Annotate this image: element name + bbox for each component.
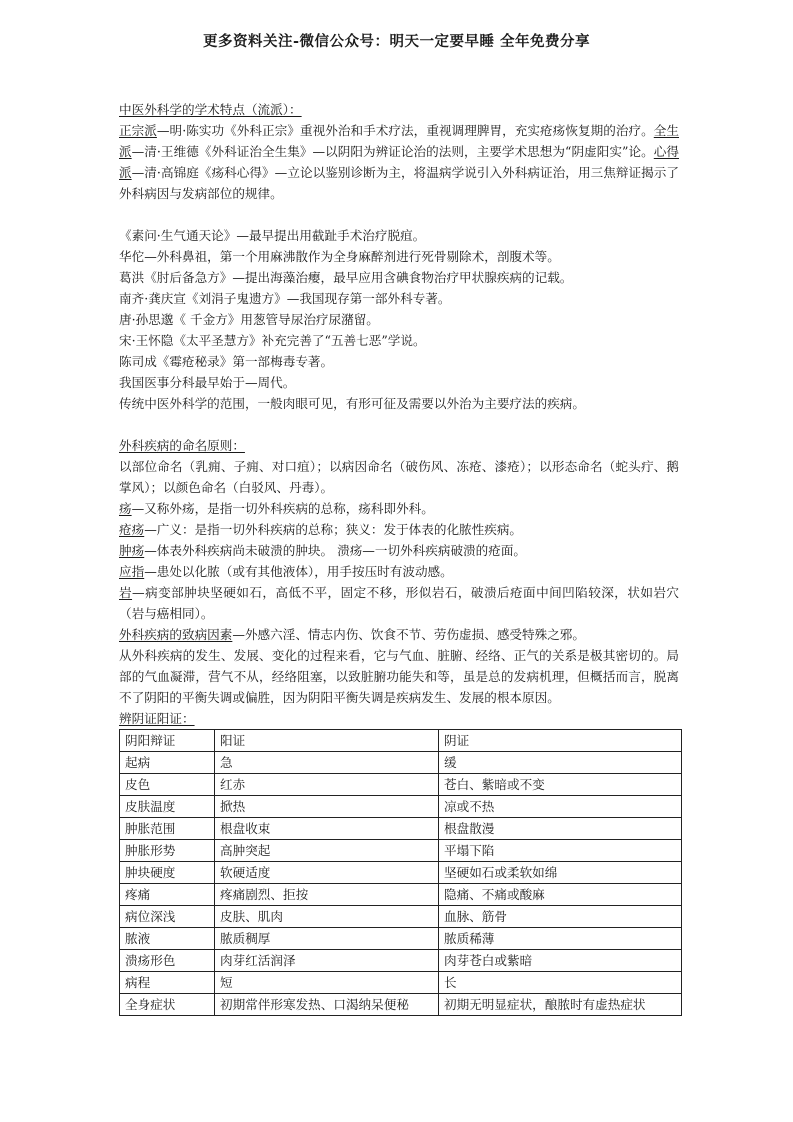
definition-yan <box>119 582 679 624</box>
table-cell: 全身症状 <box>120 994 215 1016</box>
schools-paragraph <box>119 120 679 204</box>
table-cell: 高肿突起 <box>215 840 439 862</box>
table-row <box>120 906 682 928</box>
table-cell: 肿胀形势 <box>120 840 215 862</box>
table-row <box>120 774 682 796</box>
history-line: 南齐·龚庆宣《刘涓子鬼遗方》—我国现存第一部外科专著。 <box>119 291 451 306</box>
table-row <box>120 818 682 840</box>
table-cell: 脓质稠厚 <box>215 928 439 950</box>
table-header-cell: 阳证 <box>215 730 439 752</box>
table-cell: 溃疡形色 <box>120 950 215 972</box>
table-cell: 凉或不热 <box>439 796 682 818</box>
table-cell: 掀热 <box>215 796 439 818</box>
definition-chuangyang <box>119 519 679 540</box>
history-line: 宋·王怀隐《太平圣慧方》补充完善了“五善七恶”学说。 <box>119 333 426 348</box>
table-row <box>120 796 682 818</box>
table-cell: 病位深浅 <box>120 906 215 928</box>
table-row <box>120 884 682 906</box>
table-header-cell: 阴证 <box>439 730 682 752</box>
table-cell: 平塌下陷 <box>439 840 682 862</box>
definition: —病变部肿块坚硬如石，高低不平，固定不移，形似岩石，破溃后疮面中间凹陷较深，状如岩穴（岩与癌相同）。 <box>119 585 680 621</box>
table-cell: 肉芽红活润泽 <box>215 950 439 972</box>
definition: —又称外疡，是指一切外科疾病的总称，疡科即外科。 <box>131 501 434 516</box>
table-cell: 血脉、筋骨 <box>439 906 682 928</box>
table-row <box>120 928 682 950</box>
section-title-yinyang: 辨阴证阳证： <box>119 711 195 726</box>
table-cell: 急 <box>215 752 439 774</box>
text-xinde: —清·高锦庭《疡科心得》—立论以鉴别诊断为主，将温病学说引入外科病证治，用三焦辩证揭示了外科病因与发病部位的规律。 <box>119 165 679 201</box>
history-line: 陈司成《霉疮秘录》第一部梅毒专著。 <box>119 354 334 369</box>
page-header: 更多资料关注-微信公众号：明天一定要早睡 全年免费分享 <box>202 33 591 50</box>
table-cell: 软硬适度 <box>215 862 439 884</box>
section-title-naming: 外科疾病的命名原则： <box>119 438 245 453</box>
table-row <box>120 862 682 884</box>
term-zhengzong: 正宗派 <box>119 123 157 138</box>
text-zhengzong: —明·陈实功《外科正宗》重视外治和手术疗法，重视调理脾胃，充实疮疡恢复期的治疗。 <box>156 123 654 138</box>
table-header-row <box>120 730 682 752</box>
definition: —体表外科疾病尚未破溃的肿块。 溃疡—一切外科疾病破溃的疮面。 <box>144 543 527 558</box>
definition-zhongyang <box>119 540 679 561</box>
table-cell: 肿块硬度 <box>120 862 215 884</box>
table-header-cell: 阴阳辩证 <box>120 730 215 752</box>
history-line: 我国医事分科最早始于—周代。 <box>119 375 296 390</box>
definition: —外感六淫、情志内伤、饮食不节、劳伤虚损、感受特殊之邪。 <box>232 627 585 642</box>
table-cell: 皮色 <box>120 774 215 796</box>
history-line: 葛洪《肘后备急方》—提出海藻治瘿，最早应用含碘食物治疗甲状腺疾病的记载。 <box>119 270 573 285</box>
table-cell: 皮肤、肌肉 <box>215 906 439 928</box>
definition-yingzhi <box>119 561 679 582</box>
table-cell: 短 <box>215 972 439 994</box>
term: 疡 <box>119 501 132 516</box>
term-xinde: 心得派 <box>119 144 680 180</box>
definition-yang <box>119 498 679 519</box>
history-line: 华佗—外科鼻祖，第一个用麻沸散作为全身麻醉剂进行死骨剔除术，剖腹术等。 <box>119 249 560 264</box>
table-cell: 根盘散漫 <box>439 818 682 840</box>
term: 肿疡 <box>119 543 145 558</box>
table-row <box>120 752 682 774</box>
table-cell: 疼痛 <box>120 884 215 906</box>
table-cell: 隐痛、不痛或酸麻 <box>439 884 682 906</box>
table-cell: 肉芽苍白或紫暗 <box>439 950 682 972</box>
table-row <box>120 972 682 994</box>
table-cell: 坚硬如石或柔软如绵 <box>439 862 682 884</box>
table-cell: 红赤 <box>215 774 439 796</box>
table-row <box>120 950 682 972</box>
definition-causes <box>119 624 679 645</box>
table-cell: 长 <box>439 972 682 994</box>
table-cell: 初期常伴形寒发热、口渴纳呆便秘 <box>215 994 439 1016</box>
term: 岩 <box>119 585 133 600</box>
table-cell: 苍白、紫暗或不变 <box>439 774 682 796</box>
table-cell: 肿胀范围 <box>120 818 215 840</box>
table-cell: 初期无明显症状，酿脓时有虚热症状 <box>439 994 682 1016</box>
table-cell: 根盘收束 <box>215 818 439 840</box>
table-cell: 脓液 <box>120 928 215 950</box>
table-cell: 皮肤温度 <box>120 796 215 818</box>
definition: —患处以化脓（或有其他液体），用手按压时有波动感。 <box>144 564 453 579</box>
history-line: 唐·孙思邈《 千金方》用葱管导尿治疗尿潴留。 <box>119 312 379 327</box>
term: 外科疾病的致病因素 <box>119 627 233 642</box>
table-cell: 起病 <box>120 752 215 774</box>
term: 应指 <box>119 564 145 579</box>
table-cell: 缓 <box>439 752 682 774</box>
definition: —广义：是指一切外科疾病的总称；狭义：发于体表的化脓性疾病。 <box>144 522 522 537</box>
history-line: 《素问·生气通天论》—最早提出用截趾手术治疗脱疽。 <box>119 228 426 243</box>
table-cell: 脓质稀薄 <box>439 928 682 950</box>
term: 疮疡 <box>119 522 145 537</box>
text-quansheng: —清·王维德《外科证治全生集》—以阴阳为辨证论治的法则，主要学术思想为“阴虚阳实”论。 <box>131 144 654 159</box>
section-title-schools: 中医外科学的学术特点（流派）： <box>119 102 302 117</box>
mechanism-paragraph: 从外科疾病的发生、发展、变化的过程来看，它与气血、脏腑、经络、正气的关系是极其密切的。局部的气血凝滞，营气不从，经络阻塞，以致脏腑功能失和等，虽是总的发病机理，但概括而言，脱离不了阴阳的平衡失调或偏胜，因为阴阳平衡失调是疾病发生、发展的根本原因。 <box>119 648 679 705</box>
table-cell: 病程 <box>120 972 215 994</box>
table-row <box>120 840 682 862</box>
term-quansheng: 全生派 <box>119 123 680 159</box>
yin-yang-table <box>119 729 682 1016</box>
table-row <box>120 994 682 1016</box>
table-cell: 疼痛剧烈、拒按 <box>215 884 439 906</box>
document-body <box>119 99 679 1016</box>
history-line: 传统中医外科学的范围，一般肉眼可见，有形可征及需要以外治为主要疗法的疾病。 <box>119 396 585 411</box>
naming-paragraph: 以部位命名（乳痈、子痈、对口疽）；以病因命名（破伤风、冻疮、漆疮）；以形态命名（蛇头疔、鹅掌风）；以颜色命名（白驳风、丹毒）。 <box>119 459 679 495</box>
